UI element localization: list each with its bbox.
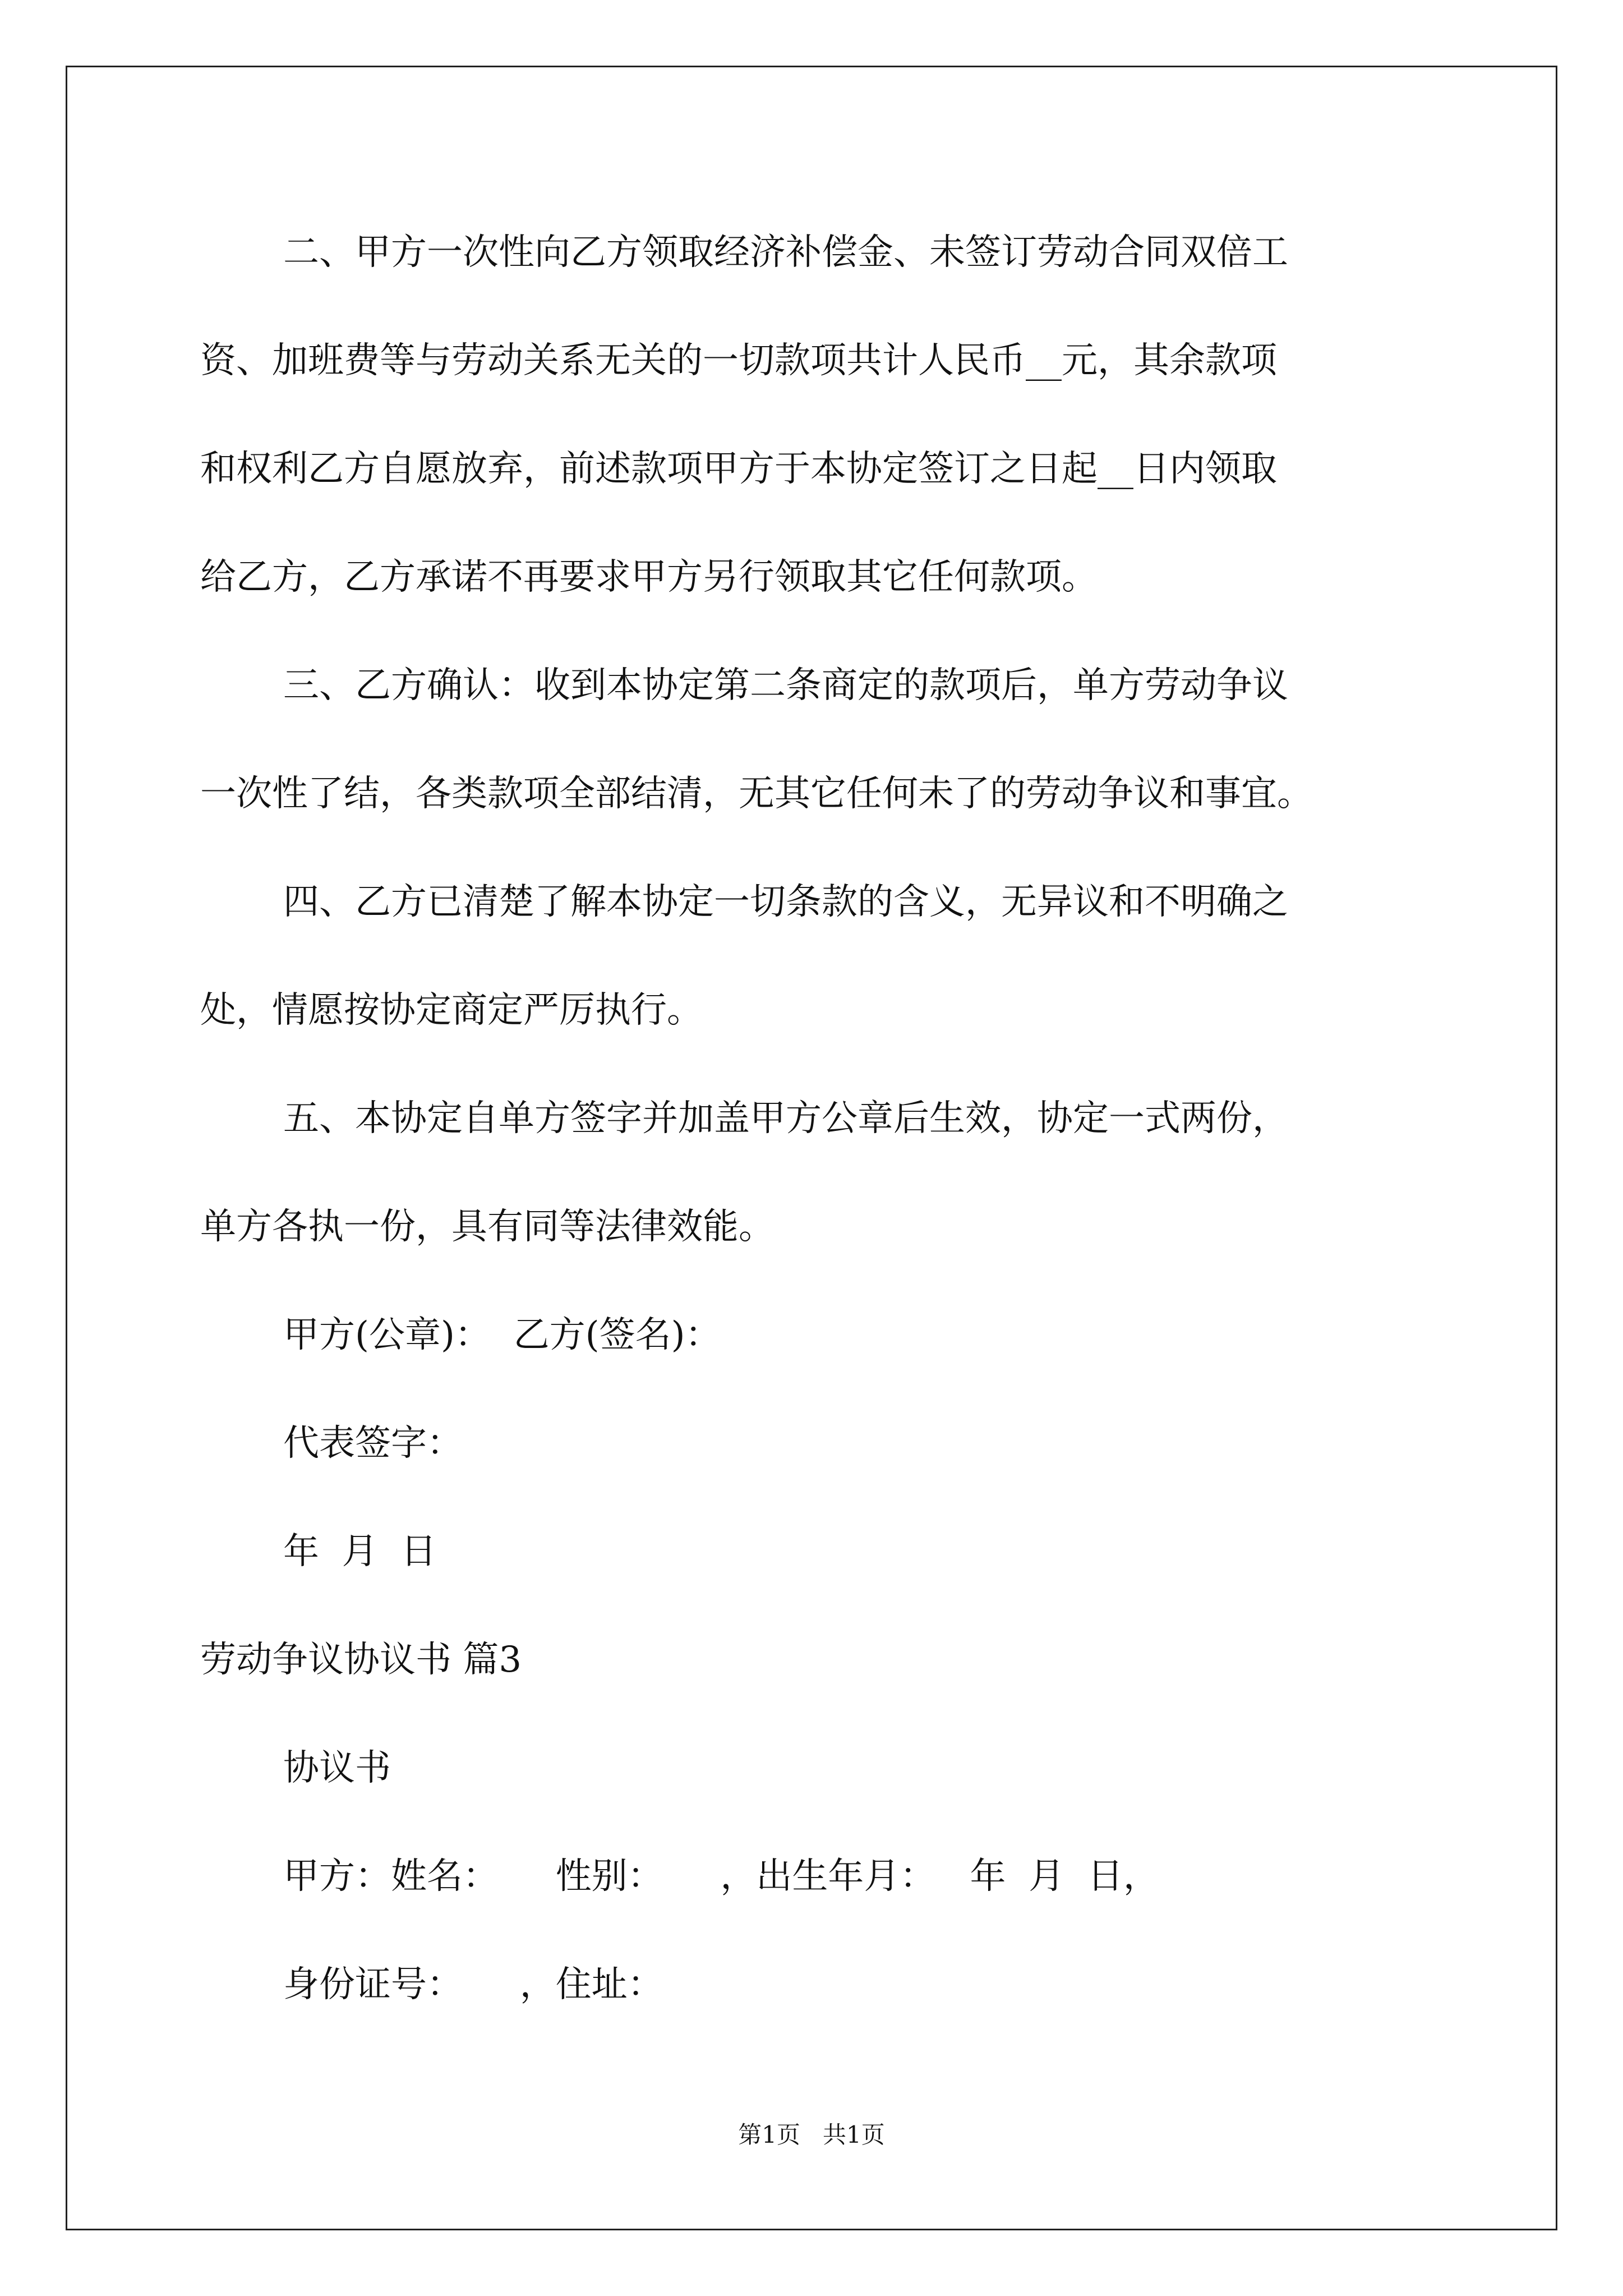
party-a-info: 甲方：姓名： 性别： ，出生年月： 年 月 日， [283, 1856, 1159, 1897]
clause-2-line-4: 给乙方，乙方承诺不再要求甲方另行领取其它任何款项。 [200, 556, 1098, 598]
clause-5-line-2: 单方各执一份，具有同等法律效能。 [200, 1206, 774, 1248]
clause-2-line-2: 资、加班费等与劳动关系无关的一切款项共计人民币__元，其余款项 [200, 340, 1277, 381]
agreement-title: 协议书 [283, 1747, 391, 1789]
clause-5-line-1: 五、本协定自单方签字并加盖甲方公章后生效，协定一式两份， [283, 1098, 1288, 1139]
clause-2-line-3: 和权利乙方自愿放弃，前述款项甲方于本协定签订之日起__日内领取 [200, 448, 1277, 490]
id-address-line: 身份证号： ，住址： [283, 1964, 663, 2005]
clause-3-line-1: 三、乙方确认：收到本协定第二条商定的款项后，单方劳动争议 [283, 665, 1288, 706]
signature-parties: 甲方(公章)： 乙方(签名)： [283, 1314, 721, 1356]
clause-4-line-2: 处，情愿按协定商定严厉执行。 [200, 990, 703, 1031]
page-border [66, 66, 1557, 2230]
clause-2-line-1: 二、甲方一次性向乙方领取经济补偿金、未签订劳动合同双倍工 [283, 232, 1288, 273]
section-heading: 劳动争议协议书 篇3 [200, 1639, 522, 1681]
clause-3-line-2: 一次性了结，各类款项全部结清，无其它任何未了的劳动争议和事宜。 [200, 773, 1313, 815]
representative-signature: 代表签字： [283, 1423, 463, 1464]
page-footer: 第1页 共1页 [738, 2121, 885, 2148]
clause-4-line-1: 四、乙方已清楚了解本协定一切条款的含义，无异议和不明确之 [283, 881, 1288, 923]
signature-date: 年 月 日 [283, 1531, 437, 1572]
